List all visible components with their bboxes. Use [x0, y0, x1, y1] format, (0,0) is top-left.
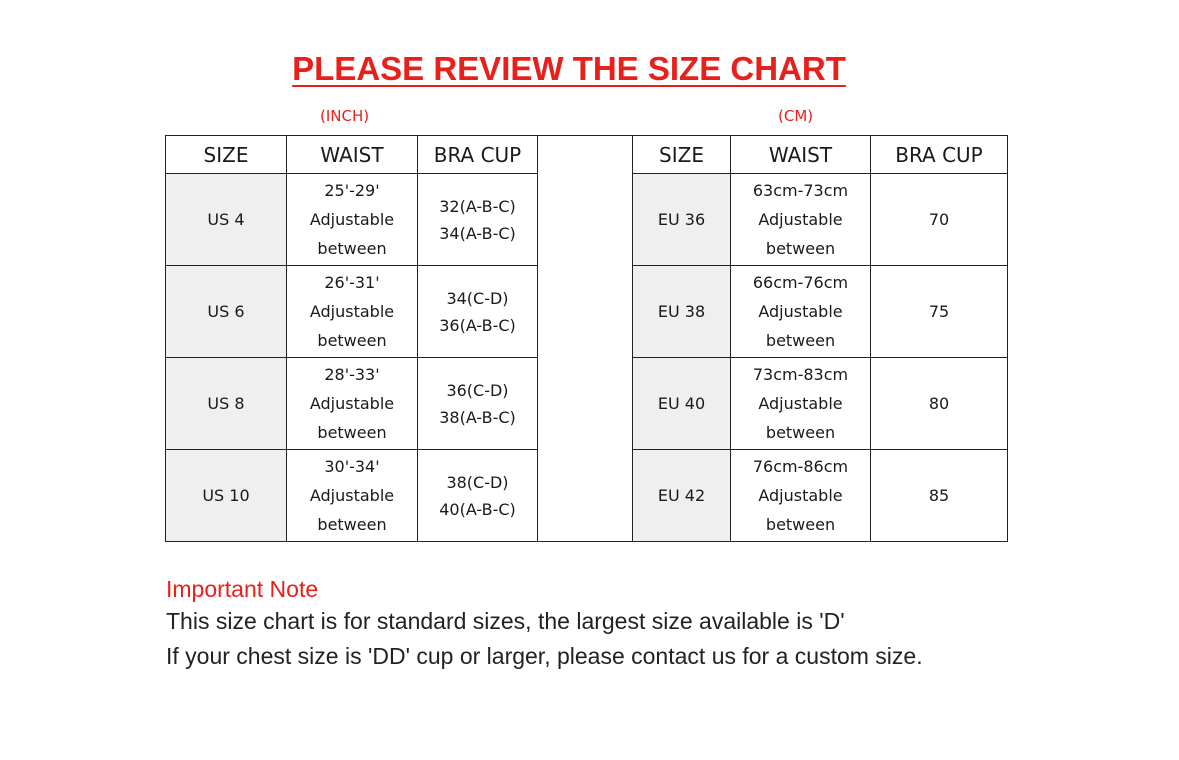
- cup-size: 38(A-B-C): [439, 407, 516, 427]
- waist-between: between: [765, 239, 836, 258]
- waist-adjustable: Adjustable: [309, 302, 395, 321]
- cup-size: 36(C-D): [446, 380, 509, 400]
- eu-size-cell: EU 38: [633, 266, 731, 358]
- waist-range: 28'-33': [324, 365, 380, 384]
- cup-size: 34(A-B-C): [439, 223, 516, 243]
- us-size-cell: US 6: [166, 266, 287, 358]
- eu-waist-cell: [731, 450, 871, 542]
- eu-waist-cell: [731, 358, 871, 450]
- waist-adjustable: Adjustable: [309, 486, 395, 505]
- waist-range: 63cm-73cm: [752, 181, 849, 200]
- waist-between: between: [317, 515, 387, 534]
- eu-cup-cell: 80: [871, 358, 1008, 450]
- table-gap: [538, 174, 633, 542]
- waist-adjustable: Adjustable: [758, 210, 843, 229]
- header-eu-bra-cup: BRA CUP: [871, 136, 1008, 174]
- cup-size: 34(C-D): [446, 288, 509, 308]
- size-chart-table: [165, 135, 1008, 542]
- inch-unit-label: (INCH): [320, 107, 370, 125]
- us-waist-cell: [287, 266, 418, 358]
- eu-size-cell: EU 36: [633, 174, 731, 266]
- us-waist-cell: [287, 174, 418, 266]
- waist-between: between: [317, 239, 387, 258]
- important-note: [166, 574, 923, 674]
- eu-waist-cell: [731, 174, 871, 266]
- cup-size: 36(A-B-C): [439, 315, 516, 335]
- cup-size: 38(C-D): [446, 472, 509, 492]
- waist-range: 26'-31': [324, 273, 380, 292]
- waist-between: between: [317, 423, 387, 442]
- header-row: [166, 136, 1008, 174]
- eu-cup-cell: 75: [871, 266, 1008, 358]
- note-line: This size chart is for standard sizes, the largest size available is 'D': [166, 608, 845, 634]
- us-cup-cell: [418, 174, 538, 266]
- us-size-cell: US 4: [166, 174, 287, 266]
- waist-range: 30'-34': [324, 457, 380, 476]
- table-gap: [538, 136, 633, 174]
- waist-between: between: [765, 515, 836, 534]
- eu-size-cell: EU 40: [633, 358, 731, 450]
- cm-unit-label: (CM): [778, 107, 814, 125]
- waist-between: between: [317, 331, 387, 350]
- us-waist-cell: [287, 358, 418, 450]
- waist-range: 73cm-83cm: [752, 365, 849, 384]
- waist-adjustable: Adjustable: [309, 394, 395, 413]
- us-size-cell: US 8: [166, 358, 287, 450]
- waist-adjustable: Adjustable: [758, 394, 843, 413]
- eu-size-cell: EU 42: [633, 450, 731, 542]
- waist-adjustable: Adjustable: [758, 486, 843, 505]
- note-title: Important Note: [166, 576, 319, 602]
- header-us-size: SIZE: [166, 136, 287, 174]
- eu-cup-cell: 85: [871, 450, 1008, 542]
- eu-cup-cell: 70: [871, 174, 1008, 266]
- header-us-waist: WAIST: [287, 136, 418, 174]
- us-size-cell: US 10: [166, 450, 287, 542]
- us-cup-cell: [418, 266, 538, 358]
- waist-adjustable: Adjustable: [758, 302, 843, 321]
- note-line: If your chest size is 'DD' cup or larger, please contact us for a custom size.: [166, 643, 923, 669]
- table-row: [166, 174, 1008, 266]
- waist-adjustable: Adjustable: [309, 210, 395, 229]
- waist-range: 25'-29': [324, 181, 380, 200]
- us-waist-cell: [287, 450, 418, 542]
- page-title: PLEASE REVIEW THE SIZE CHART: [292, 50, 846, 87]
- waist-between: between: [765, 423, 836, 442]
- us-cup-cell: [418, 358, 538, 450]
- waist-range: 76cm-86cm: [752, 457, 849, 476]
- eu-waist-cell: [731, 266, 871, 358]
- header-eu-size: SIZE: [633, 136, 731, 174]
- header-eu-waist: WAIST: [731, 136, 871, 174]
- waist-range: 66cm-76cm: [752, 273, 849, 292]
- cup-size: 40(A-B-C): [439, 499, 516, 519]
- header-us-bra-cup: BRA CUP: [418, 136, 538, 174]
- waist-between: between: [765, 331, 836, 350]
- us-cup-cell: [418, 450, 538, 542]
- cup-size: 32(A-B-C): [439, 196, 516, 216]
